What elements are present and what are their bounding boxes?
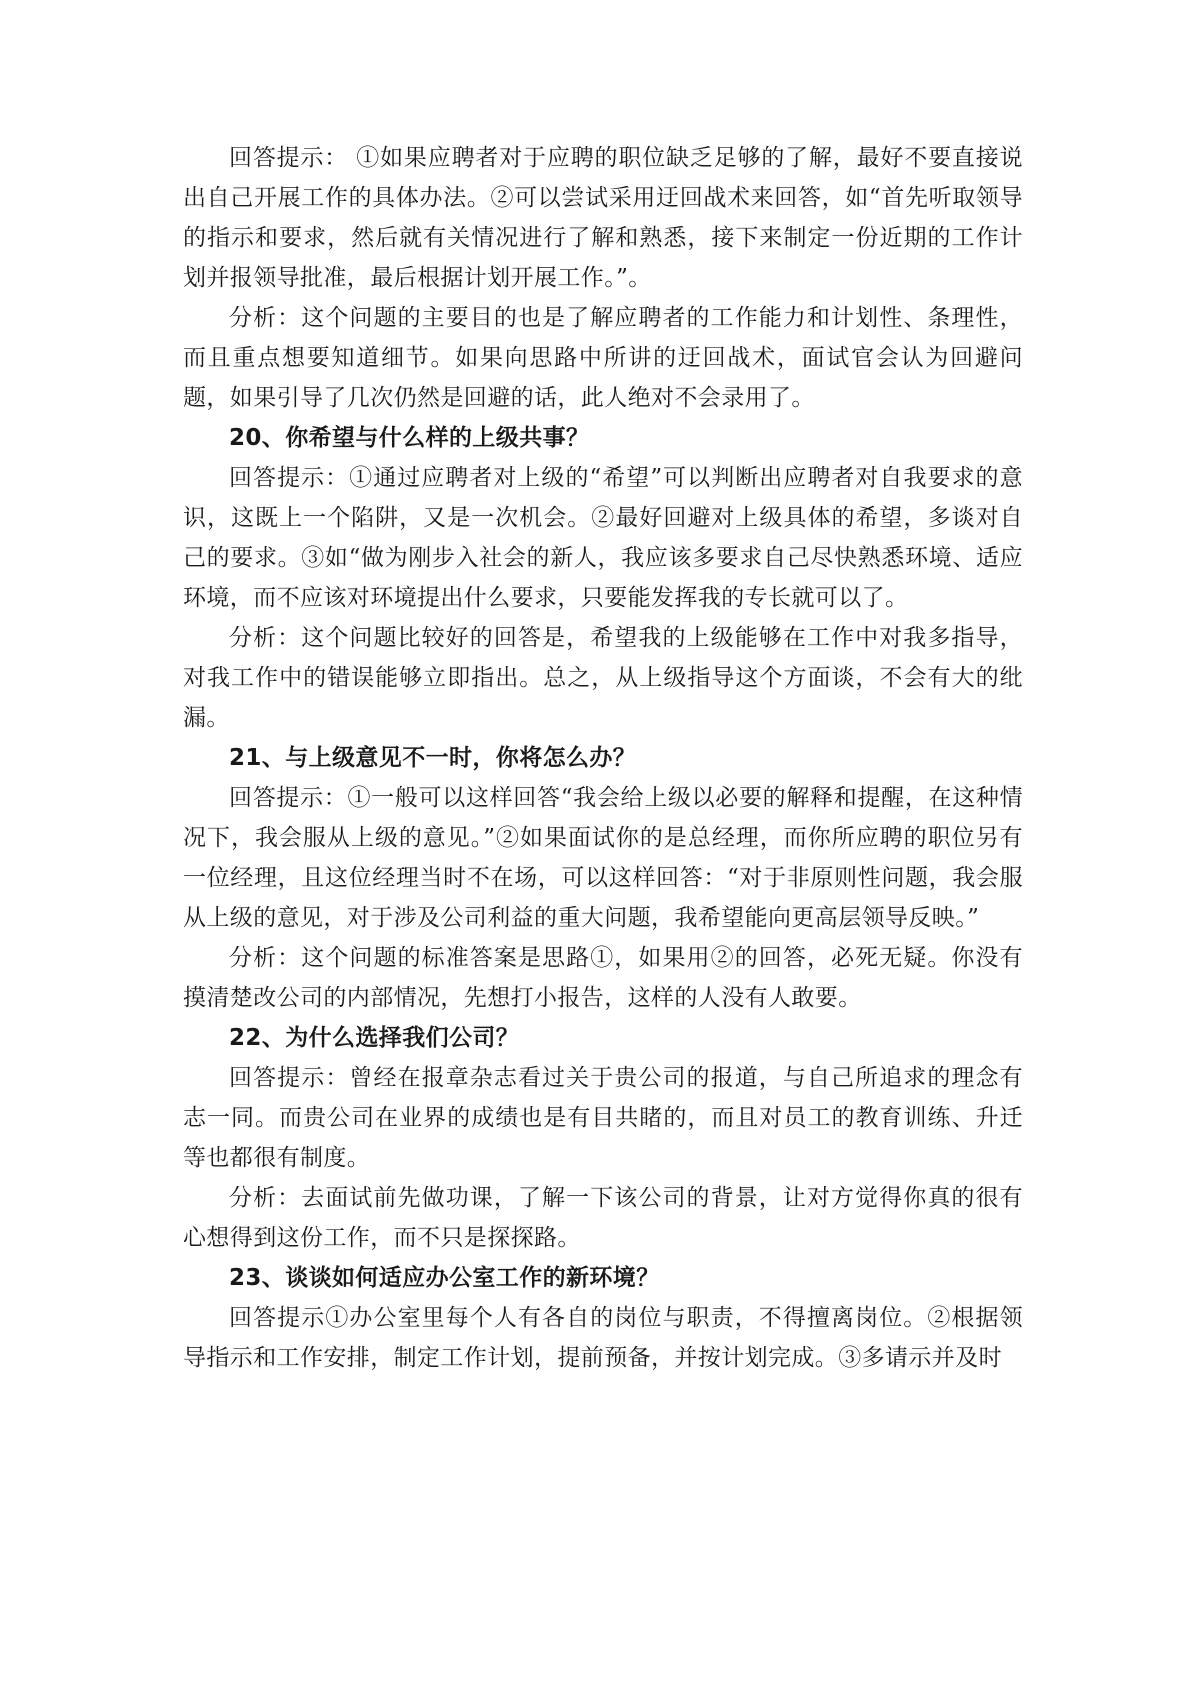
paragraph: 回答提示：①通过应聘者对上级的“希望”可以判断出应聘者对自我要求的意识，这既上一个陷阱，又是一次机会。②最好回避对上级具体的希望，多谈对自己的要求。③如“做为刚步入社会的新人，我应该多要求自己尽快熟悉环境、适应环境，而不应该对环境提出什么要求，只要能发挥我的专长就可以了。 — [183, 465, 1023, 611]
question-heading: 22、为什么选择我们公司？ — [229, 1025, 520, 1051]
paragraph: 回答提示： ①如果应聘者对于应聘的职位缺乏足够的了解，最好不要直接说出自己开展工作的具体办法。②可以尝试采用迂回战术来回答，如“首先听取领导的指示和要求，然后就有关情况进行了解和熟悉，接下来制定一份近期的工作计划并报领导批准，最后根据计划开展工作。”。 — [183, 145, 1023, 291]
paragraph: 回答提示：曾经在报章杂志看过关于贵公司的报道，与自己所追求的理念有志一同。而贵公司在业界的成绩也是有目共睹的，而且对员工的教育训练、升迁等也都很有制度。 — [183, 1065, 1023, 1171]
paragraph: 回答提示：①一般可以这样回答“我会给上级以必要的解释和提醒，在这种情况下，我会服从上级的意见。”②如果面试你的是总经理，而你所应聘的职位另有一位经理，且这位经理当时不在场，可以这样回答：“对于非原则性问题，我会服从上级的意见，对于涉及公司利益的重大问题，我希望能向更高层领导反映。” — [183, 785, 1023, 931]
question-heading: 23、谈谈如何适应办公室工作的新环境？ — [229, 1265, 660, 1291]
paragraph: 分析：这个问题的主要目的也是了解应聘者的工作能力和计划性、条理性，而且重点想要知道细节。如果向思路中所讲的迂回战术，面试官会认为回避问题，如果引导了几次仍然是回避的话，此人绝对不会录用了。 — [183, 305, 1023, 411]
question-heading: 21、与上级意见不一时，你将怎么办？ — [229, 745, 637, 771]
question-heading: 20、你希望与什么样的上级共事？ — [229, 425, 590, 451]
paragraph: 分析：这个问题的标准答案是思路①，如果用②的回答，必死无疑。你没有摸清楚改公司的内部情况，先想打小报告，这样的人没有人敢要。 — [183, 945, 1023, 1011]
document-page — [183, 138, 1023, 1378]
paragraph: 回答提示①办公室里每个人有各自的岗位与职责，不得擅离岗位。②根据领导指示和工作安排，制定工作计划，提前预备，并按计划完成。③多请示并及时 — [183, 1305, 1023, 1371]
paragraph: 分析：这个问题比较好的回答是，希望我的上级能够在工作中对我多指导，对我工作中的错误能够立即指出。总之，从上级指导这个方面谈，不会有大的纰漏。 — [183, 625, 1023, 731]
paragraph: 分析：去面试前先做功课，了解一下该公司的背景，让对方觉得你真的很有心想得到这份工作，而不只是探探路。 — [183, 1185, 1023, 1251]
